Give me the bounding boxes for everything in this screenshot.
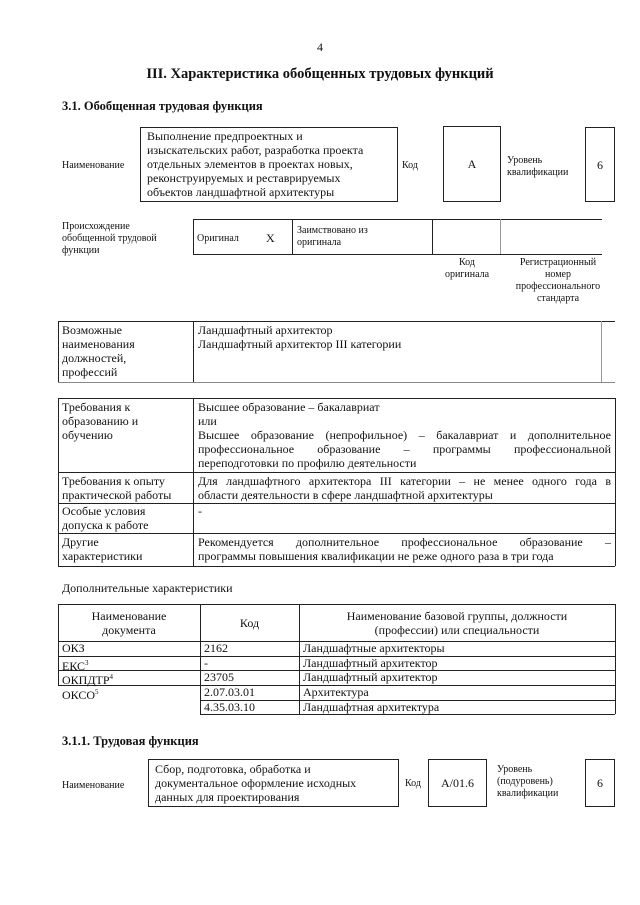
header-line: Код — [239, 616, 260, 630]
positions-label — [62, 323, 135, 379]
req-education-label — [62, 400, 138, 442]
doc-name: ОКСО — [62, 688, 96, 702]
gtf-level-box — [585, 127, 615, 202]
add-row-name: Ландшафтный архитектор — [303, 656, 438, 670]
level-label-line: (подуровень) — [497, 776, 553, 787]
positions-label-line: профессий — [62, 365, 118, 379]
req-other-value — [198, 535, 611, 563]
add-row-name: Ландшафтная архитектура — [303, 700, 440, 714]
caption-line: профессионального — [515, 281, 601, 292]
header-line: Наименование — [91, 609, 167, 623]
gtf-code-box — [443, 126, 501, 202]
position-item: Ландшафтный архитектор III категории — [198, 337, 402, 351]
level-label-line: Уровень — [497, 764, 533, 775]
req-other-label — [62, 535, 142, 563]
caption-line: стандарта — [536, 293, 580, 304]
req-label-line: характеристики — [62, 549, 143, 563]
req-special-label — [62, 504, 149, 532]
footnote-mark: 4 — [109, 673, 114, 681]
add-header-doc — [58, 609, 200, 637]
tf-name-box — [148, 759, 399, 807]
footnote-mark: 3 — [85, 659, 89, 667]
origin-divider — [432, 219, 433, 254]
borrowed-line: Заимствовано из — [297, 225, 368, 236]
req-line-text: программы повышения квалификации не реже одного раза в три года — [198, 549, 554, 563]
tf-name-line: Сбор, подготовка, обработка и — [155, 762, 311, 776]
gtf-name-line: Выполнение предпроектных и — [147, 129, 303, 143]
positions-left-line — [58, 321, 59, 382]
header-line: Наименование базовой группы, должности — [346, 609, 568, 623]
gtf-origin-label — [62, 221, 157, 257]
tf-heading: 3.1.1. Трудовая функция — [62, 734, 199, 748]
tf-level-box — [585, 759, 615, 807]
borrowed-label — [297, 225, 368, 249]
req-label-line: Требования к опыту — [62, 474, 165, 488]
req-line-text: профессиональное образование – программы профессиональной — [198, 442, 611, 456]
doc-name: ОКПДТР — [62, 673, 110, 687]
add-row-code: 4.35.03.10 — [204, 700, 255, 714]
doc-name: ЕКС — [62, 659, 86, 673]
tf-code-value: A/01.6 — [441, 776, 474, 790]
origin-bottom-line — [193, 254, 602, 255]
tf-name-label: Наименование — [62, 780, 125, 791]
add-line — [58, 604, 615, 605]
positions-top-line — [58, 321, 615, 322]
tf-level-value: 6 — [597, 776, 603, 790]
positions-right-line — [601, 321, 602, 382]
origin-label-line: Происхождение — [62, 221, 130, 232]
gtf-level-value: 6 — [597, 157, 603, 172]
positions-divider — [193, 321, 194, 382]
req-line-text: или — [198, 414, 217, 428]
req-experience-value — [198, 474, 611, 502]
position-item: Ландшафтный архитектор — [198, 323, 333, 337]
req-label-line: Особые условия — [62, 504, 146, 518]
add-line — [200, 714, 615, 715]
header-line: документа — [102, 623, 156, 637]
origin-top-line — [193, 219, 602, 220]
doc-name: ОКЗ — [62, 641, 85, 655]
add-row-code: 23705 — [204, 670, 234, 684]
add-row-name: Ландшафтный архитектор — [303, 670, 438, 684]
origin-label-line: функции — [62, 245, 100, 256]
gtf-name-line: отдельных элементов в проектах новых, — [147, 157, 353, 171]
positions-label-line: должностей, — [62, 351, 127, 365]
req-line-text: Рекомендуется дополнительное профессиональное образование – — [198, 535, 611, 549]
section-title: III. Характеристика обобщенных трудовых функций — [146, 66, 494, 82]
level-label-line: Уровень — [507, 155, 543, 166]
gtf-name-label: Наименование — [62, 160, 125, 171]
positions-label-line: Возможные — [62, 323, 122, 337]
caption-line: номер — [545, 269, 571, 280]
req-line-text: Для ландшафтного архитектора III категории – не менее одного года в — [198, 474, 611, 488]
tf-name-line: данных для проектирования — [155, 790, 300, 804]
req-special-value — [198, 504, 202, 518]
tf-code-box — [428, 759, 487, 807]
req-left-line — [58, 398, 59, 566]
positions-values — [198, 323, 401, 351]
req-label-line: обучению — [62, 428, 113, 442]
borrowed-line: оригинала — [297, 237, 342, 248]
add-row-name: Архитектура — [303, 685, 369, 699]
tf-level-label — [497, 764, 558, 800]
req-line — [58, 566, 615, 567]
req-line-text: Высшее образование (непрофильное) – бакалавриат и дополнительное — [198, 428, 611, 442]
req-line-text: переподготовки по профилю деятельности — [198, 456, 417, 470]
original-label: Оригинал — [197, 233, 239, 244]
add-row-doc — [62, 641, 85, 655]
gtf-name-line: реконструируемых и реставрируемых — [147, 171, 341, 185]
req-divider — [193, 398, 194, 566]
add-header-code — [200, 616, 299, 630]
gtf-name-box — [140, 127, 398, 202]
tf-code-label: Код — [405, 778, 421, 789]
req-right-line — [615, 398, 616, 566]
origin-divider — [193, 219, 194, 254]
gtf-level-label — [507, 155, 568, 179]
level-label-line: квалификации — [507, 167, 569, 178]
req-label-line: допуска к работе — [62, 518, 149, 532]
origin-divider — [500, 219, 501, 254]
code-original-caption — [432, 257, 502, 281]
req-line — [58, 472, 615, 473]
add-row-name: Ландшафтные архитекторы — [303, 641, 445, 655]
add-header-name — [299, 609, 615, 637]
caption-line: Регистрационный — [519, 257, 597, 268]
req-label-line: Требования к — [62, 400, 131, 414]
req-line-text: - — [198, 504, 202, 518]
positions-label-line: наименования — [62, 337, 135, 351]
req-line-text: области деятельности в сфере ландшафтной архитектуры — [198, 488, 493, 502]
add-row-code: 2162 — [204, 641, 228, 655]
gtf-code-value: А — [467, 157, 477, 171]
add-row-code: - — [204, 656, 208, 670]
req-line — [58, 398, 615, 399]
tf-name-line: документальное оформление исходных — [155, 776, 357, 790]
level-label-line: квалификации — [497, 788, 559, 799]
gtf-name-line: объектов ландшафтной архитектуры — [147, 185, 335, 199]
header-line: (профессии) или специальности — [374, 623, 540, 637]
caption-line: Код — [459, 257, 475, 268]
reg-number-caption — [503, 257, 613, 305]
original-mark: X — [266, 231, 275, 245]
footnote-mark: 5 — [95, 688, 99, 696]
req-education-value — [198, 400, 611, 470]
gtf-name-line: изыскательских работ, разработка проекта — [147, 143, 364, 157]
req-label-line: образованию и — [62, 414, 139, 428]
page-number: 4 — [317, 40, 323, 54]
req-label-line: Другие — [62, 535, 99, 549]
gtf-heading: 3.1. Обобщенная трудовая функция — [62, 99, 263, 113]
origin-label-line: обобщенной трудовой — [62, 233, 157, 244]
req-line — [58, 533, 615, 534]
additional-title: Дополнительные характеристики — [62, 581, 233, 595]
positions-bottom-line — [58, 382, 615, 383]
add-right-line — [615, 604, 616, 714]
req-line-text: Высшее образование – бакалавриат — [198, 400, 380, 414]
gtf-code-label: Код — [402, 160, 418, 171]
add-row-code: 2.07.03.01 — [204, 685, 255, 699]
add-row-doc — [62, 685, 99, 702]
req-experience-label — [62, 474, 171, 502]
req-label-line: практической работы — [62, 488, 172, 502]
caption-line: оригинала — [444, 269, 490, 280]
origin-divider — [292, 219, 293, 254]
